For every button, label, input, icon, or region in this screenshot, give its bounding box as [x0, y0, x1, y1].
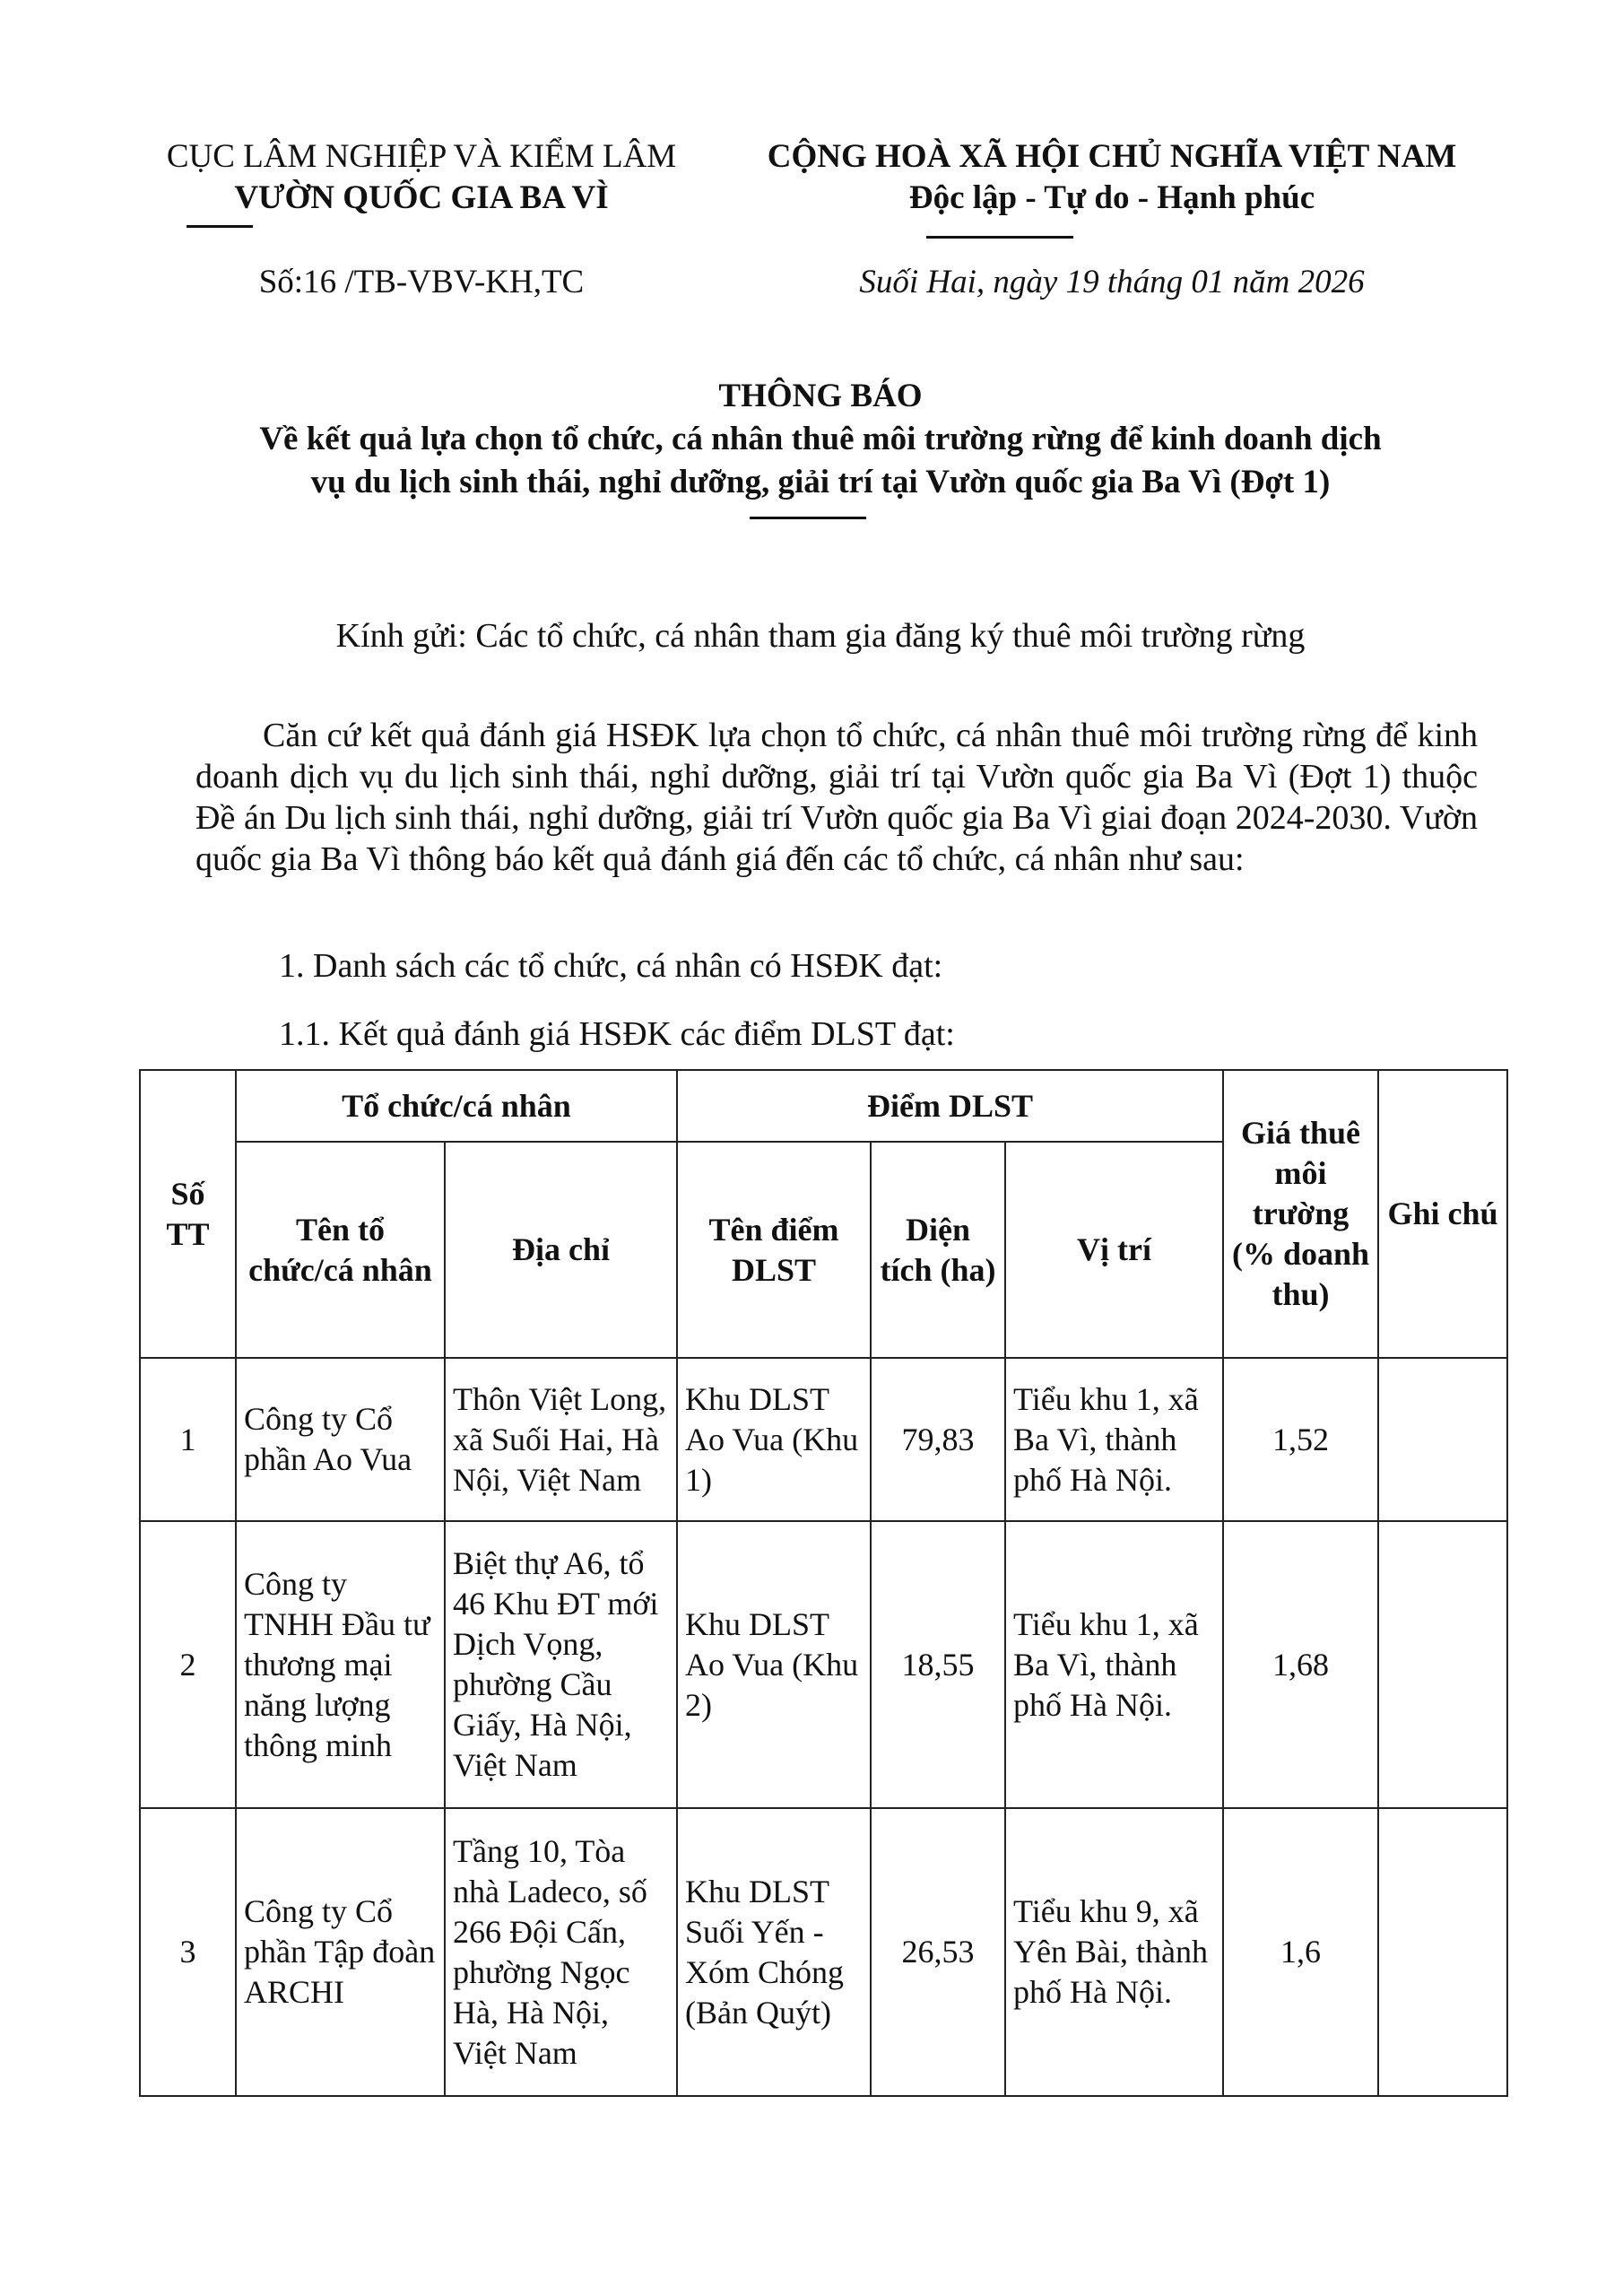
document-subtitle-line2: vụ du lịch sinh thái, nghỉ dưỡng, giải trí tại Vườn quốc gia Ba Vì (Đợt 1) — [310, 464, 1331, 500]
cell-org-name: Công ty Cổ phần Tập đoàn ARCHI — [236, 1808, 445, 2096]
country-name: CỘNG HOÀ XÃ HỘI CHỦ NGHĨA VIỆT NAM — [767, 138, 1457, 175]
cell-site-name: Khu DLST Ao Vua (Khu 2) — [677, 1521, 871, 1808]
cell-price: 1,6 — [1223, 1808, 1378, 2096]
cell-note — [1378, 1358, 1507, 1521]
header-stt: Số TT — [140, 1070, 236, 1358]
cell-stt: 3 — [140, 1808, 236, 2096]
cell-note — [1378, 1521, 1507, 1808]
document-subtitle-line1: Về kết quả lựa chọn tổ chức, cá nhân thuê môi trường rừng để kinh doanh dịch — [259, 421, 1382, 457]
section-1-heading: 1. Danh sách các tổ chức, cá nhân có HSĐK đạt: — [279, 947, 943, 985]
header-site-group: Điểm DLST — [677, 1070, 1223, 1142]
results-table — [139, 1069, 1508, 2097]
cell-stt: 1 — [140, 1358, 236, 1521]
header-note: Ghi chú — [1378, 1070, 1507, 1358]
cell-price: 1,52 — [1223, 1358, 1378, 1521]
cell-site-name: Khu DLST Ao Vua (Khu 1) — [677, 1358, 871, 1521]
motto-underline — [926, 236, 1073, 239]
recipient-line: Kính gửi: Các tổ chức, cá nhân tham gia đăng ký thuê môi trường rừng — [335, 617, 1306, 655]
cell-site-name: Khu DLST Suối Yến - Xóm Chóng (Bản Quýt) — [677, 1808, 871, 2096]
section-1-1-heading: 1.1. Kết quả đánh giá HSĐK các điểm DLST đạt: — [279, 1015, 955, 1053]
table-row — [140, 1808, 1507, 2096]
header-org-name: Tên tổ chức/cá nhân — [236, 1142, 445, 1358]
cell-org-name: Công ty Cổ phần Ao Vua — [236, 1358, 445, 1521]
cell-stt: 2 — [140, 1521, 236, 1808]
cell-address: Biệt thự A6, tổ 46 Khu ĐT mới Dịch Vọng, phường Cầu Giấy, Hà Nội, Việt Nam — [445, 1521, 677, 1808]
intro-paragraph: Căn cứ kết quả đánh giá HSĐK lựa chọn tổ chức, cá nhân thuê môi trường rừng để kinh doanh dịch vụ du lịch sinh thái, nghỉ dưỡng, giải trí tại Vườn quốc gia Ba Vì (Đợt 1) thuộc Đề án Du lịch sinh thái, nghỉ dưỡng, giải trí Vườn quốc gia Ba Vì giai đoạn 2024-2030. Vườn quốc gia Ba Vì thông báo kết quả đánh giá đến các tổ chức, cá nhân như sau: — [195, 717, 1478, 878]
unit-name: VƯỜN QUỐC GIA BA VÌ — [234, 179, 609, 216]
cell-area: 26,53 — [871, 1808, 1005, 2096]
title-underline — [750, 517, 866, 519]
document-number: Số:16 /TB-VBV-KH,TC — [258, 264, 585, 300]
cell-location: Tiểu khu 1, xã Ba Vì, thành phố Hà Nội. — [1005, 1521, 1223, 1808]
agency-name: CỤC LÂM NGHIỆP VÀ KIỂM LÂM — [166, 138, 677, 175]
header-price: Giá thuê môi trường (% doanh thu) — [1223, 1070, 1378, 1358]
unit-underline — [187, 225, 253, 228]
cell-location: Tiểu khu 1, xã Ba Vì, thành phố Hà Nội. — [1005, 1358, 1223, 1521]
national-motto: Độc lập - Tự do - Hạnh phúc — [908, 179, 1315, 216]
cell-area: 18,55 — [871, 1521, 1005, 1808]
cell-address: Tầng 10, Tòa nhà Ladeco, số 266 Đội Cấn, phường Ngọc Hà, Hà Nội, Việt Nam — [445, 1808, 677, 2096]
table-row — [140, 1358, 1507, 1521]
header-area: Diện tích (ha) — [871, 1142, 1005, 1358]
place-and-date: Suối Hai, ngày 19 tháng 01 năm 2026 — [859, 264, 1365, 300]
header-location: Vị trí — [1005, 1142, 1223, 1358]
document-title: THÔNG BÁO — [718, 378, 923, 414]
cell-location: Tiểu khu 9, xã Yên Bài, thành phố Hà Nội. — [1005, 1808, 1223, 2096]
cell-price: 1,68 — [1223, 1521, 1378, 1808]
header-site-name: Tên điểm DLST — [677, 1142, 871, 1358]
cell-address: Thôn Việt Long, xã Suối Hai, Hà Nội, Việt Nam — [445, 1358, 677, 1521]
header-org-group: Tổ chức/cá nhân — [236, 1070, 677, 1142]
cell-area: 79,83 — [871, 1358, 1005, 1521]
cell-org-name: Công ty TNHH Đầu tư thương mại năng lượng thông minh — [236, 1521, 445, 1808]
table-row — [140, 1521, 1507, 1808]
cell-note — [1378, 1808, 1507, 2096]
header-address: Địa chỉ — [445, 1142, 677, 1358]
